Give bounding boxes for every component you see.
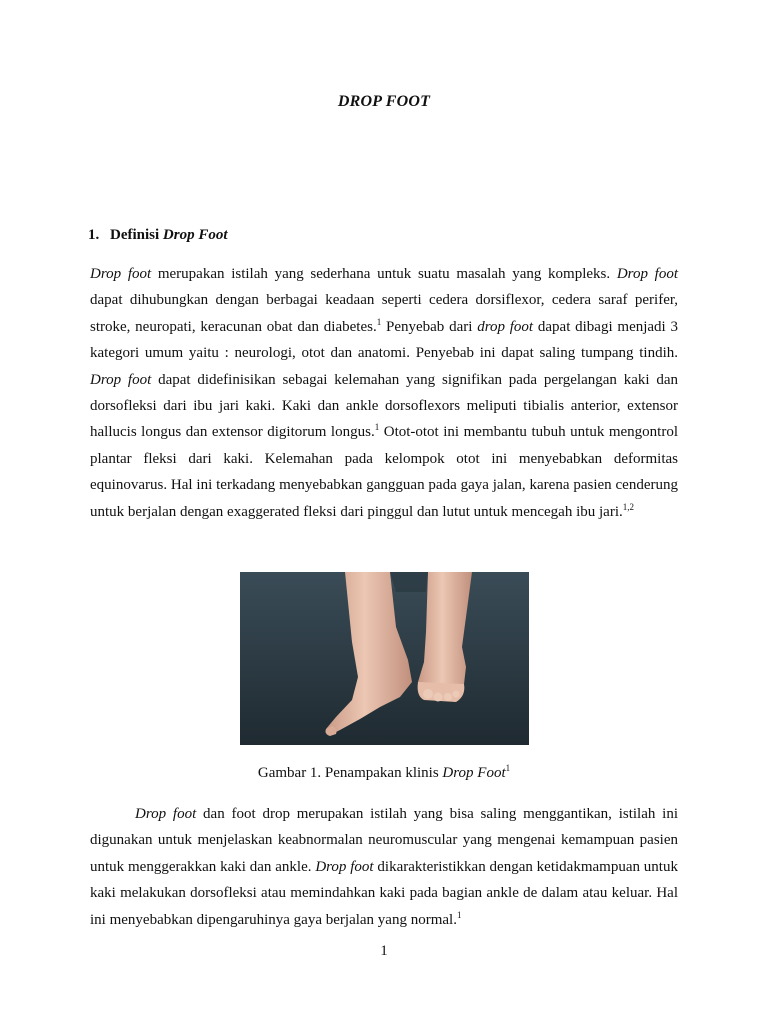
citation-ref: 1,2: [622, 501, 634, 512]
figure-caption: [0, 765, 768, 782]
page-title: DROP FOOT: [337, 93, 431, 110]
citation-ref: 1: [456, 909, 462, 920]
text-run: dapat dihubungkan dengan berbagai keadaan seperti cedera dorsiflexor, cedera saraf perifer, stroke, neuropati, keracunan obat dan diabetes.: [90, 292, 678, 335]
page-number: 1: [380, 943, 388, 959]
figure-caption-ref: 1: [505, 763, 511, 773]
text-run: dikarakteristikkan dengan ketidakmampuan untuk kaki melakukan dorsofleksi atau memindahkan kaki pada bagian ankle de dalam atau keluar. Hal ini menyebabkan dipengaruhinya gaya berjalan yang normal.: [90, 858, 678, 928]
figure-photo: [240, 572, 529, 745]
figure-caption-text: Gambar 1. Penampakan klinis: [257, 765, 443, 781]
paragraph-definition: [90, 261, 678, 525]
drop-foot-photo: [240, 572, 529, 745]
emphasis-text: Drop foot: [135, 806, 197, 822]
emphasis-text: Drop foot: [315, 858, 374, 875]
section-label-em: Drop Foot: [162, 227, 228, 243]
emphasis-text: Drop foot: [616, 266, 678, 282]
text-run: Penyebab dari: [381, 318, 478, 335]
emphasis-text: Drop foot: [90, 266, 152, 282]
text-run: dan foot drop merupakan istilah yang bisa saling menggantikan, istilah ini digunakan untuk menjelaskan keabnormalan neuromuscular yang mengenai kemampuan pasien untuk menggerakkan kaki dan ankle.: [90, 806, 678, 875]
emphasis-text: Drop foot: [90, 371, 152, 388]
emphasis-text: drop foot: [477, 318, 534, 335]
citation-ref: 1: [376, 316, 382, 327]
figure-caption-em: Drop Foot: [442, 765, 506, 781]
text-run: Otot-otot ini membantu tubuh untuk mengontrol plantar fleksi dari kaki. Kelemahan pada kelompok otot ini menyebabkan deformitas equinovarus. Hal ini terkadang menyebabkan gangguan pada gaya jalan, karena pasien cenderung untuk berjalan dengan exaggerated fleksi dari pinggul dan lutut untuk mencegah ibu jari.: [90, 424, 679, 520]
section-number: 1.: [88, 227, 100, 243]
paragraph-terminology: [90, 801, 678, 933]
text-run: dapat dibagi menjadi 3 kategori umum yaitu : neurologi, otot dan anatomi. Penyebab ini dapat saling tumpang tindih.: [90, 318, 679, 362]
text-run: merupakan istilah yang sederhana untuk suatu masalah yang kompleks.: [151, 266, 617, 282]
text-run: dapat didefinisikan sebagai kelemahan yang signifikan pada pergelangan kaki dan dorsofleksi dari ibu jari kaki. Kaki dan ankle dorsoflexors meliputi tibialis anterior, extensor hallucis longus dan extensor digitorum longus.: [90, 371, 679, 441]
section-label: Definisi: [110, 227, 163, 243]
section-heading: [88, 227, 228, 244]
citation-ref: 1: [374, 422, 380, 433]
